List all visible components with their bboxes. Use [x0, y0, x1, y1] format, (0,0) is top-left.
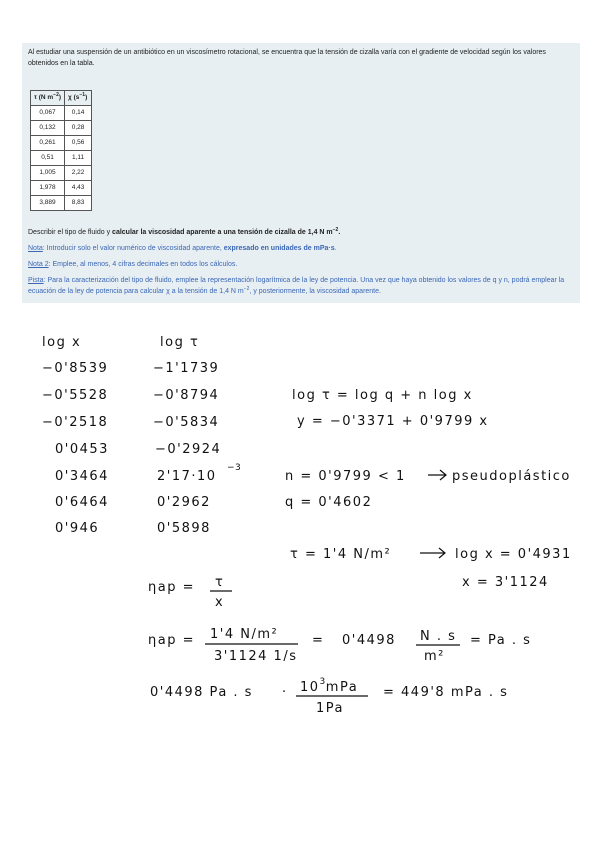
x-cell: 4,43: [65, 181, 92, 196]
calc-equals: =: [312, 633, 325, 648]
problem-panel: [22, 43, 580, 303]
q-value: q = 0'4602: [285, 495, 373, 510]
eta-label: ηap =: [148, 580, 195, 595]
log-x-value: 0'3464: [55, 469, 109, 484]
header-tau: τ (N $m^{-2}$): [31, 90, 65, 105]
x-result: x = 3'1124: [462, 575, 549, 590]
header-x: χ $(s^{-1})$: [65, 90, 92, 105]
x-cell: 1,11: [65, 150, 92, 165]
log-x-value: 0'0453: [55, 442, 109, 457]
arrow-icon: [428, 470, 446, 480]
problem-intro: Al estudiar una suspensión de un antibiótico en un viscosímetro rotacional, se encuentra que la tensión de cizalla varía con el gradiente de velocidad según los valores obtenidos en la tabla.: [28, 49, 546, 67]
table-row: [31, 135, 92, 150]
table-row: [31, 120, 92, 135]
log-tau-value: 2'17·10: [157, 469, 217, 484]
eta-numerator: τ: [215, 575, 225, 590]
tau-cell: 0,261: [31, 135, 65, 150]
n-value: n = 0'9799 < 1: [285, 469, 406, 484]
fit-equation: y = −0'3371 + 0'9799 x: [297, 414, 489, 429]
note-2: Nota 2: Emplee, al menos, 4 cifras decimales en todos los cálculos.: [28, 260, 238, 268]
log-x-header: log x: [42, 335, 82, 350]
x-cell: 2,22: [65, 166, 92, 181]
calc-numerator: 1'4 N/m²: [210, 627, 279, 642]
final-result: = 449'8 mPa . s: [383, 685, 509, 700]
log-x-value: −0'5528: [42, 388, 109, 403]
fluid-type: pseudoplástico: [452, 469, 571, 484]
conversion-start: 0'4498 Pa . s: [150, 685, 253, 700]
given-tension: τ = 1'4 N/m²: [290, 547, 392, 562]
x-cell: 0,14: [65, 105, 92, 120]
calc-denominator: 3'1124 1/s: [214, 649, 298, 664]
table-row: [31, 196, 92, 211]
eta-denominator: x: [215, 595, 225, 610]
tau-cell: 0,51: [31, 150, 65, 165]
log-x-value: 0'946: [55, 521, 100, 536]
table-row: [31, 166, 92, 181]
tau-cell: 1,978: [31, 181, 65, 196]
conversion-denominator: 1Pa: [316, 701, 344, 716]
tau-cell: 1,005: [31, 166, 65, 181]
log-tau-value: −1'1739: [153, 361, 220, 376]
handwritten-solution: [0, 310, 600, 730]
log-tau-value: 0'5898: [157, 521, 211, 536]
calc-value: 0'4498: [342, 633, 396, 648]
log-tau-header: log τ: [160, 335, 200, 350]
tau-cell: 0,067: [31, 105, 65, 120]
log-tau-value: −0'8794: [153, 388, 220, 403]
table-header-row: [31, 90, 92, 105]
x-cell: 8,83: [65, 196, 92, 211]
log-x-value: 0'6464: [55, 495, 109, 510]
model-equation: log τ = log q + n log x: [292, 388, 473, 403]
multiply-dot: ·: [282, 685, 288, 700]
conversion-numerator: $10^3mPa$: [300, 677, 359, 695]
log-tau-value: 0'2962: [157, 495, 211, 510]
data-table: [30, 90, 92, 212]
table-row: [31, 150, 92, 165]
log-x-value: −0'8539: [42, 361, 109, 376]
unit-numerator: N . s: [420, 629, 457, 644]
question: Describir el tipo de fluido y calcular la viscosidad aparente a una tensión de cizalla de 1,4 N $m^{-2}$.: [28, 227, 341, 237]
log-tau-value: −0'2924: [155, 442, 222, 457]
hint: Pista: Para la caracterización del tipo de fluido, emplee la representación logarítmica de la ley de potencia. Una vez que haya obtenido los valores de q y n, podrá emplear la ecuación de la ley de potencia para calcular χ a la tensión de 1,4 N $m^{-2}$, y posteriormente, la viscosidad aparente.: [28, 276, 565, 295]
table-row: [31, 181, 92, 196]
tau-cell: 3,889: [31, 196, 65, 211]
unit-result: = Pa . s: [470, 633, 532, 648]
x-cell: 0,28: [65, 120, 92, 135]
log-tau-value: −0'5834: [153, 415, 220, 430]
x-cell: 0,56: [65, 135, 92, 150]
log-tau-exponent: −3: [227, 463, 242, 473]
log-x-result: log x = 0'4931: [455, 547, 572, 562]
unit-denominator: m²: [424, 649, 445, 664]
arrow-icon: [420, 548, 445, 558]
log-x-value: −0'2518: [42, 415, 109, 430]
table-row: [31, 105, 92, 120]
tau-cell: 0,132: [31, 120, 65, 135]
note-1: Nota: Introducir solo el valor numérico de viscosidad aparente, expresado en unidades de mPa·s.: [28, 245, 337, 253]
eta-label: ηap =: [148, 633, 195, 648]
